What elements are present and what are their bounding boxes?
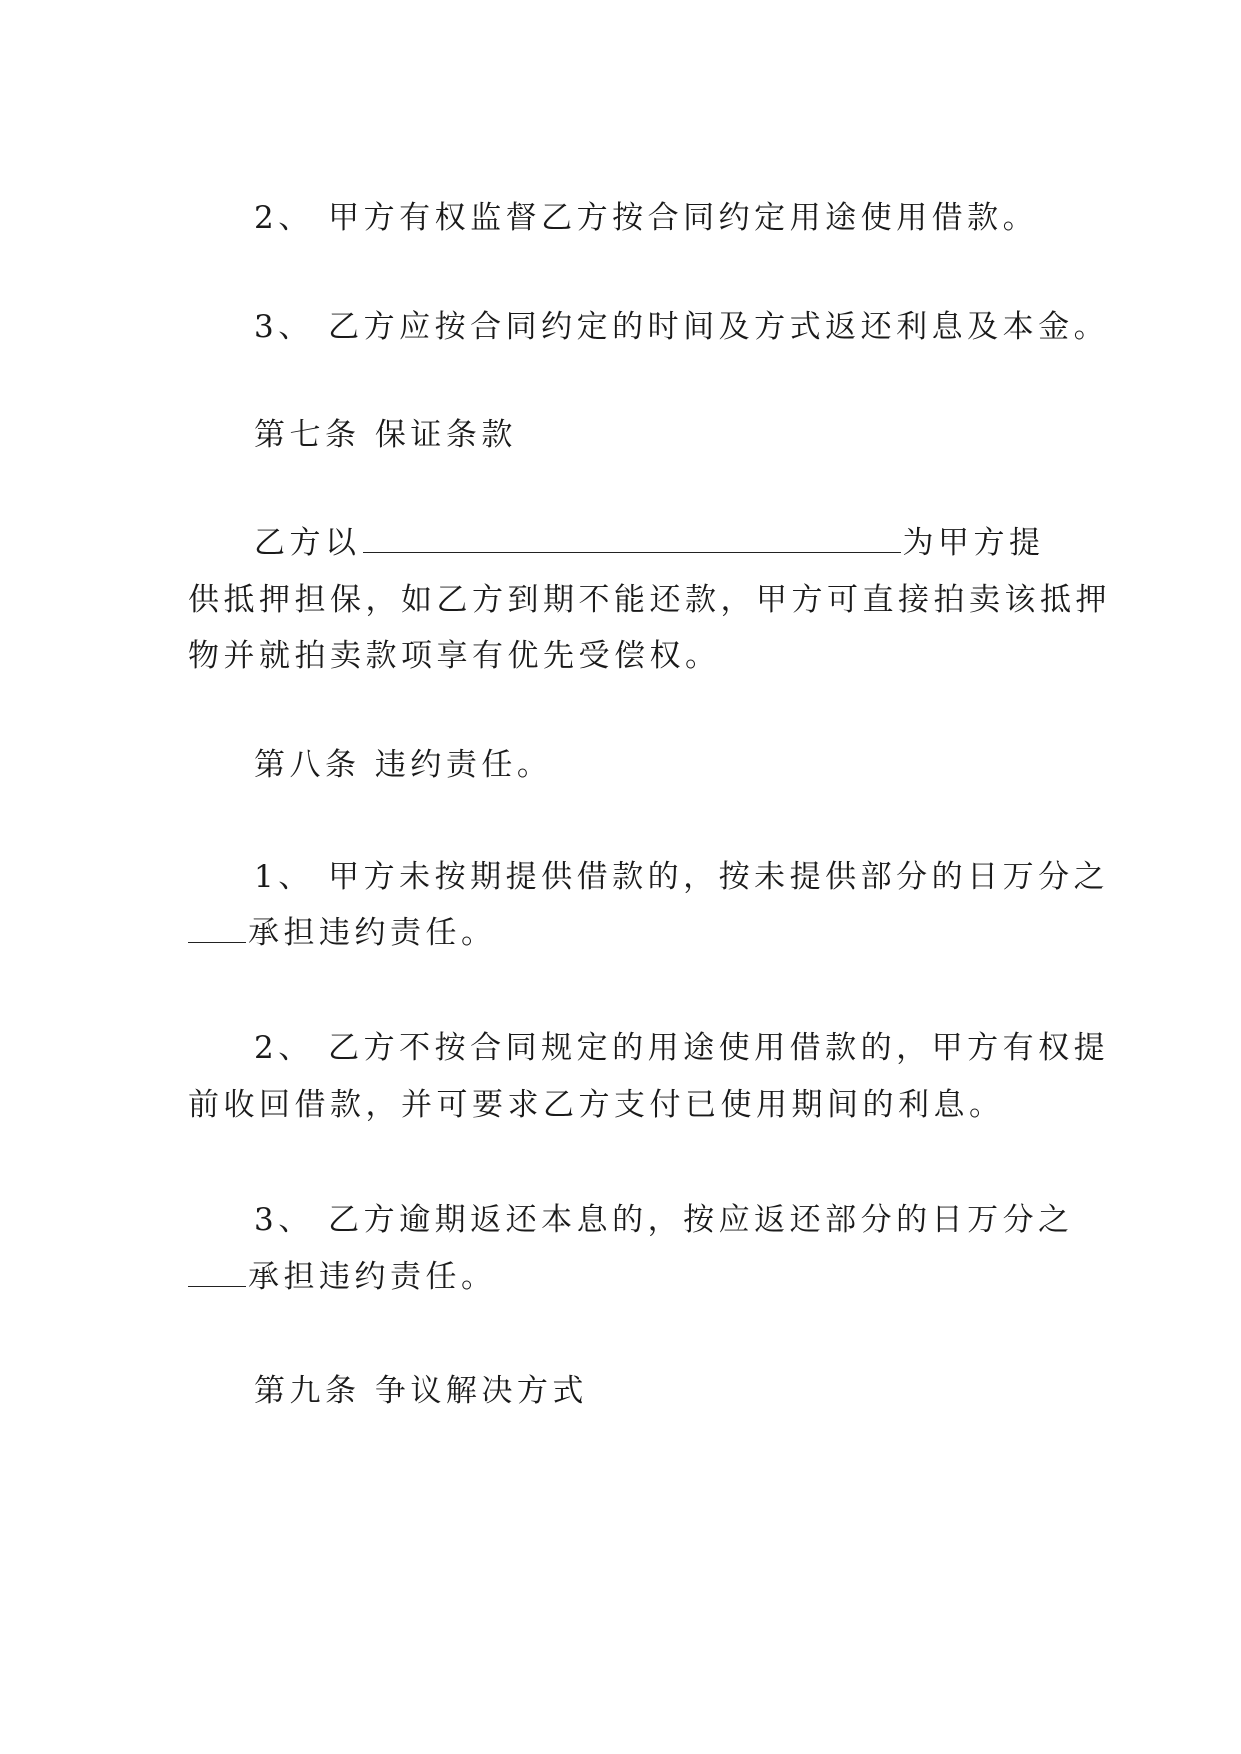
article-7-para-start: 乙方以 — [254, 525, 361, 561]
article-8-item-1-line-1: 1、 甲方未按期提供借款的，按未提供部分的日万分之 — [254, 859, 1110, 895]
article-8-item-1-text: 承担违约责任。 — [248, 915, 497, 951]
clause-2: 2、 甲方有权监督乙方按合同约定用途使用借款。 — [254, 200, 1039, 236]
rate-blank-field-1 — [188, 938, 246, 943]
pledge-blank-field — [363, 548, 901, 553]
article-7-para-line-2: 供抵押担保，如乙方到期不能还款，甲方可直接拍卖该抵押 — [188, 582, 1111, 618]
article-8-heading: 第八条 违约责任。 — [254, 747, 553, 783]
article-8-item-3-line-2 — [188, 1259, 497, 1295]
article-8-item-3-line-1: 3、 乙方逾期返还本息的，按应返还部分的日万分之 — [254, 1202, 1074, 1238]
article-7-para-line-3: 物并就拍卖款项享有优先受偿权。 — [188, 638, 721, 674]
clause-3: 3、 乙方应按合同约定的时间及方式返还利息及本金。 — [254, 309, 1110, 345]
article-7-para-end: 为甲方提 — [902, 525, 1045, 561]
article-9-heading: 第九条 争议解决方式 — [254, 1373, 588, 1409]
article-8-item-3-text: 承担违约责任。 — [248, 1259, 497, 1295]
article-7-para-line-1 — [254, 525, 1045, 561]
article-8-item-1-line-2 — [188, 915, 497, 951]
rate-blank-field-2 — [188, 1282, 246, 1287]
article-8-item-2-line-1: 2、 乙方不按合同规定的用途使用借款的，甲方有权提 — [254, 1030, 1110, 1066]
article-7-heading: 第七条 保证条款 — [254, 417, 517, 453]
article-8-item-2-line-2: 前收回借款，并可要求乙方支付已使用期间的利息。 — [188, 1087, 1005, 1123]
